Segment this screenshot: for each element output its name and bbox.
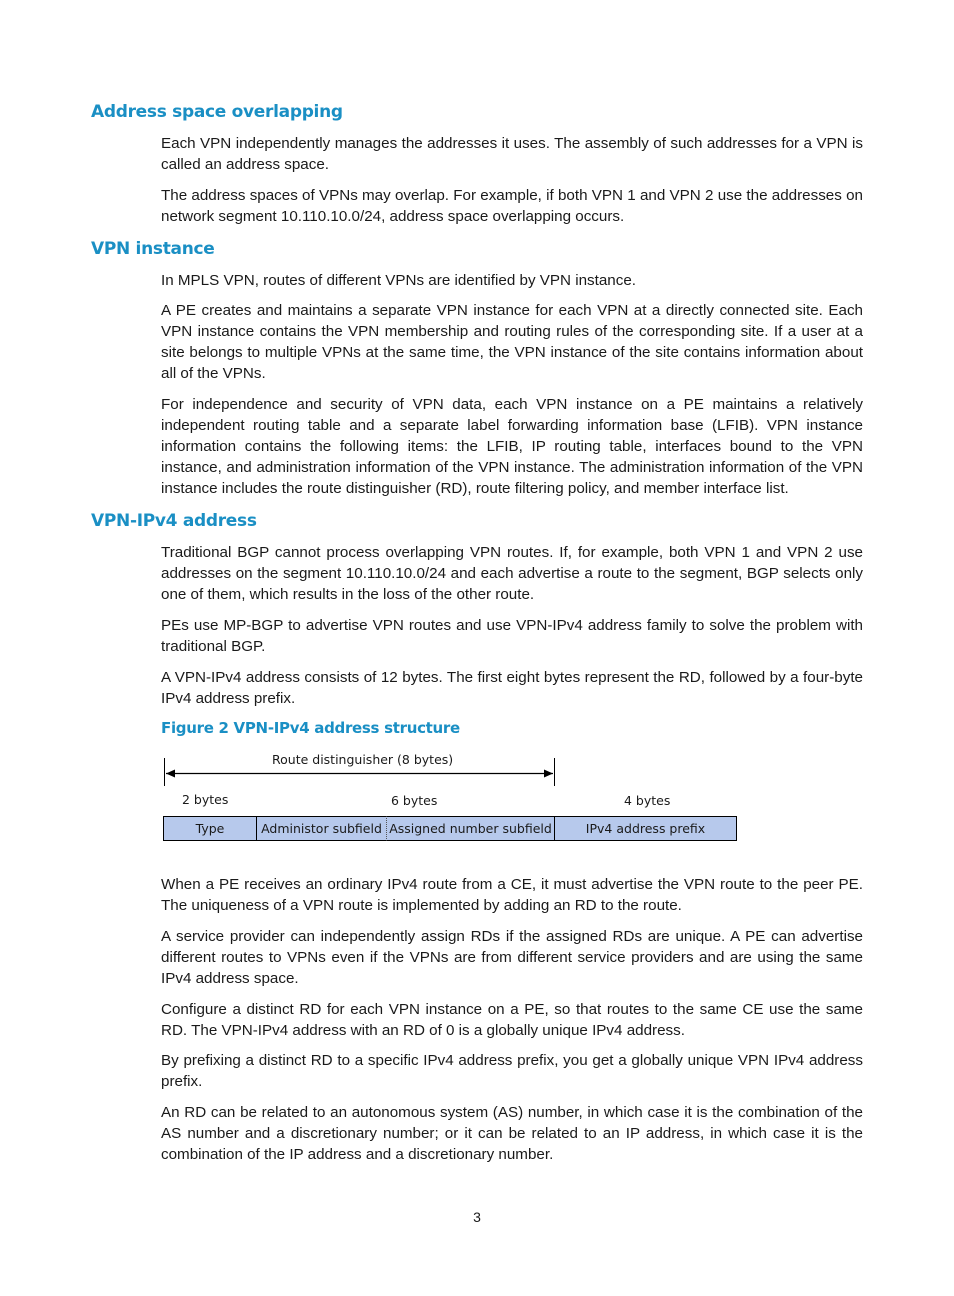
paragraph: The address spaces of VPNs may overlap. For example, if both VPN 1 and VPN 2 use the addresses on network segment 10.110.10.0/24, address space overlapping occurs. [161,187,863,225]
paragraph: When a PE receives an ordinary IPv4 route from a CE, it must advertise the VPN route to the peer PE. The uniqueness of a VPN route is implemented by adding an RD to the route. [161,876,863,914]
paragraph: Traditional BGP cannot process overlapping VPN routes. If, for example, both VPN 1 and VPN 2 use addresses on the segment 10.110.10.0/24 and each advertise a route to the segment, BGP selects only one of them, which results in the loss of the other route. [161,544,863,603]
section-heading-address-space: Address space overlapping [91,102,343,122]
left-arrowhead-icon [166,770,175,778]
rd-label: Route distinguisher (8 bytes) [272,752,454,767]
right-arrowhead-icon [544,770,553,778]
paragraph: An RD can be related to an autonomous system (AS) number, in which case it is the combination of the AS number and a discretionary number; or it can be related to an IP address, in which case it is the combination of the IP address and a discretionary number. [161,1104,863,1163]
address-structure-figure [160,750,750,850]
paragraph: A PE creates and maintains a separate VPN instance for each VPN at a directly connected site. Each VPN instance contains the VPN membership and routing rules of the corresponding site. If a user at a site belongs to multiple VPNs at the same time, the VPN instance of the site contains information about all of the VPNs. [161,302,863,382]
paragraph: For independence and security of VPN data, each VPN instance on a PE maintains a relatively independent routing table and a separate label forwarding information base (LFIB). VPN instance information contains the following items: the LFIB, IP routing table, interfaces bound to the VPN instance, and administration information of the VPN instance. The administration information of the VPN instance includes the route distinguisher (RD), route filtering policy, and member interface list. [161,396,863,497]
figure-caption: Figure 2 VPN-IPv4 address structure [161,719,460,737]
paragraph: In MPLS VPN, routes of different VPNs are identified by VPN instance. [161,272,636,289]
paragraph: A service provider can independently assign RDs if the assigned RDs are unique. A PE can advertise different routes to VPNs even if the VPNs are from different service providers and are using the same IPv4 address space. [161,928,863,987]
paragraph: Configure a distinct RD for each VPN instance on a PE, so that routes to the same CE use the same RD. The VPN-IPv4 address with an RD of 0 is a globally unique IPv4 address. [161,1001,863,1039]
type-size-label: 2 bytes [182,792,229,807]
prefix-size-label: 4 bytes [624,793,671,808]
type-field: Type [163,816,257,841]
section-heading-vpn-ipv4: VPN-IPv4 address [91,511,257,531]
paragraph: PEs use MP-BGP to advertise VPN routes and use VPN-IPv4 address family to solve the problem with traditional BGP. [161,617,863,655]
page-number: 3 [473,1209,481,1225]
paragraph: By prefixing a distinct RD to a specific IPv4 address prefix, you get a globally unique VPN IPv4 address prefix. [161,1052,863,1090]
admin-assigned-size-label: 6 bytes [391,793,438,808]
assigned-number-subfield: Assigned number subfield [387,816,555,841]
paragraph: Each VPN independently manages the addresses it uses. The assembly of such addresses for a VPN is called an address space. [161,135,863,173]
paragraph: A VPN-IPv4 address consists of 12 bytes. The first eight bytes represent the RD, followed by a four-byte IPv4 address prefix. [161,669,863,707]
administrator-subfield: Administor subfield [257,816,387,841]
section-heading-vpn-instance: VPN instance [91,239,215,259]
ipv4-prefix-field: IPv4 address prefix [555,816,737,841]
